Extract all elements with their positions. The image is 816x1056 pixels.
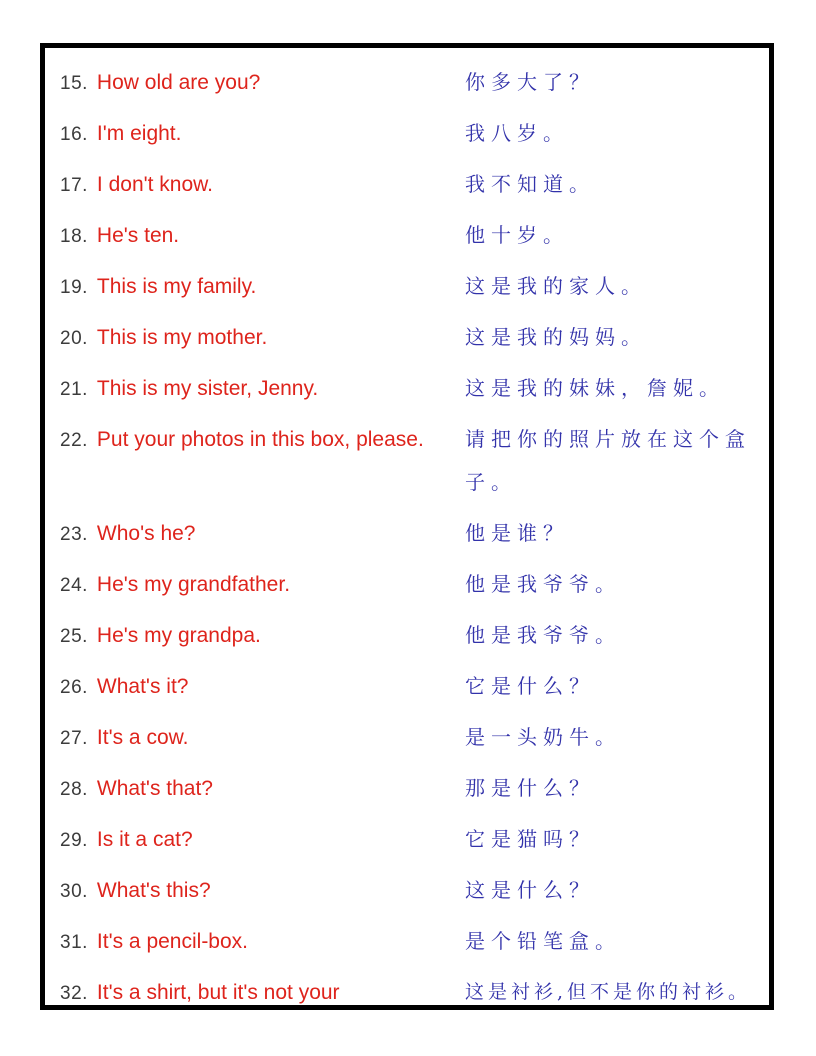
english-cell <box>60 870 430 913</box>
entry-chinese-text: 这是我的家人。 <box>465 274 647 298</box>
entry-chinese-text: 那是什么？ <box>465 776 595 800</box>
english-cell <box>60 921 430 964</box>
entry-chinese-text: 他是我爷爷。 <box>465 623 621 647</box>
english-cell <box>60 564 430 607</box>
entry-english-text: It's a pencil-box. <box>96 930 249 953</box>
list-item <box>60 717 759 760</box>
chinese-cell <box>465 368 759 411</box>
entry-chinese-text: 是个铅笔盒。 <box>465 929 621 953</box>
chinese-cell <box>465 113 759 156</box>
english-cell <box>60 266 430 309</box>
english-cell <box>60 717 430 760</box>
phrase-list <box>60 62 759 1015</box>
entry-chinese-text: 是一头奶牛。 <box>465 725 621 749</box>
chinese-cell <box>465 513 759 556</box>
english-cell <box>60 768 430 811</box>
entry-number: 19. <box>60 277 88 298</box>
entry-chinese-text: 这是衬衫,但不是你的衬衫。 <box>465 981 752 1003</box>
entry-number: 23. <box>60 524 88 545</box>
page-frame <box>40 43 774 1010</box>
list-item <box>60 419 759 505</box>
entry-number: 30. <box>60 881 88 902</box>
entry-chinese-text: 这是什么？ <box>465 878 595 902</box>
entry-chinese-text: 我八岁。 <box>465 121 569 145</box>
chinese-cell <box>465 62 759 105</box>
entry-chinese-text: 他是谁？ <box>465 521 569 545</box>
list-item <box>60 870 759 913</box>
entry-number: 25. <box>60 626 88 647</box>
list-item <box>60 564 759 607</box>
entry-number: 18. <box>60 226 88 247</box>
english-cell <box>60 819 430 862</box>
entry-english-text: This is my sister, Jenny. <box>96 377 319 400</box>
english-cell <box>60 317 430 360</box>
entry-english-text: I'm eight. <box>96 122 182 145</box>
list-item <box>60 215 759 258</box>
list-item <box>60 972 759 1015</box>
list-item <box>60 921 759 964</box>
entry-number: 31. <box>60 932 88 953</box>
entry-chinese-text: 他是我爷爷。 <box>465 572 621 596</box>
english-cell <box>60 666 430 709</box>
entry-number: 29. <box>60 830 88 851</box>
english-cell <box>60 113 430 156</box>
entry-number: 16. <box>60 124 88 145</box>
entry-number: 26. <box>60 677 88 698</box>
english-cell <box>60 368 430 411</box>
entry-chinese-text: 它是什么？ <box>465 674 595 698</box>
entry-english-text: It's a cow. <box>96 726 189 749</box>
entry-number: 20. <box>60 328 88 349</box>
english-cell <box>60 419 430 462</box>
chinese-cell <box>465 972 759 1014</box>
entry-english-text: He's my grandpa. <box>96 624 261 647</box>
entry-english-text: I don't know. <box>96 173 214 196</box>
entry-english-text: What's it? <box>96 675 189 698</box>
entry-english-text: Put your photos in this box, please. <box>96 428 424 451</box>
list-item <box>60 615 759 658</box>
entry-english-text: Is it a cat? <box>96 828 193 851</box>
chinese-cell <box>465 564 759 607</box>
chinese-cell <box>465 419 759 505</box>
english-cell <box>60 972 430 1015</box>
list-item <box>60 513 759 556</box>
entry-number: 21. <box>60 379 88 400</box>
entry-chinese-text: 它是猫吗？ <box>465 827 595 851</box>
entry-english-text: He's my grandfather. <box>96 573 291 596</box>
entry-english-text: What's this? <box>96 879 211 902</box>
entry-english-text: How old are you? <box>96 71 261 94</box>
entry-number: 24. <box>60 575 88 596</box>
chinese-cell <box>465 921 759 964</box>
entry-number: 22. <box>60 430 88 451</box>
list-item <box>60 666 759 709</box>
list-item <box>60 113 759 156</box>
list-item <box>60 317 759 360</box>
chinese-cell <box>465 317 759 360</box>
chinese-cell <box>465 768 759 811</box>
list-item <box>60 62 759 105</box>
entry-number: 28. <box>60 779 88 800</box>
entry-number: 32. <box>60 983 88 1004</box>
entry-english-text: He's ten. <box>96 224 180 247</box>
entry-chinese-text: 这是我的妈妈。 <box>465 325 647 349</box>
entry-chinese-text: 他十岁。 <box>465 223 569 247</box>
list-item <box>60 266 759 309</box>
entry-number: 17. <box>60 175 88 196</box>
english-cell <box>60 215 430 258</box>
entry-chinese-text: 这是我的妹妹，詹妮。 <box>465 376 725 400</box>
chinese-cell <box>465 164 759 207</box>
chinese-cell <box>465 266 759 309</box>
entry-english-text: This is my mother. <box>96 326 268 349</box>
english-cell <box>60 615 430 658</box>
entry-chinese-text: 我不知道。 <box>465 172 595 196</box>
entry-chinese-text: 请把你的照片放在这个盒子。 <box>465 427 751 494</box>
english-cell <box>60 164 430 207</box>
english-cell <box>60 62 430 105</box>
chinese-cell <box>465 870 759 913</box>
entry-english-text: Who's he? <box>96 522 196 545</box>
chinese-cell <box>465 666 759 709</box>
entry-english-text: It's a shirt, but it's not your <box>96 981 340 1004</box>
list-item <box>60 368 759 411</box>
chinese-cell <box>465 615 759 658</box>
chinese-cell <box>465 717 759 760</box>
entry-chinese-text: 你多大了？ <box>465 70 595 94</box>
list-item <box>60 819 759 862</box>
chinese-cell <box>465 819 759 862</box>
entry-number: 15. <box>60 73 88 94</box>
list-item <box>60 164 759 207</box>
entry-number: 27. <box>60 728 88 749</box>
chinese-cell <box>465 215 759 258</box>
entry-english-text: This is my family. <box>96 275 257 298</box>
english-cell <box>60 513 430 556</box>
entry-english-text: What's that? <box>96 777 213 800</box>
list-item <box>60 768 759 811</box>
